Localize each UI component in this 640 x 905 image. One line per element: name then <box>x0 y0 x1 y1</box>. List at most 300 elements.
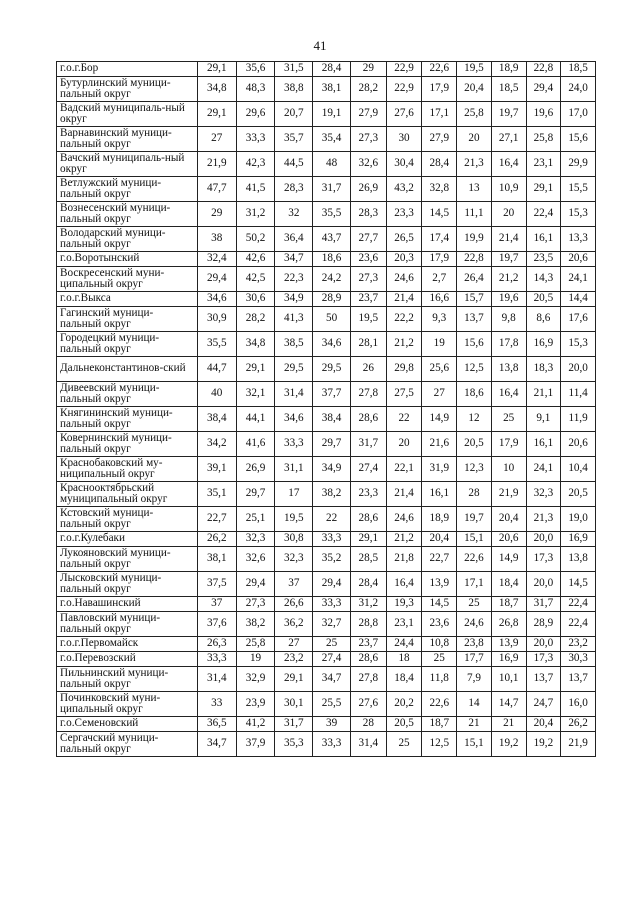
value-cell: 29,4 <box>526 77 561 102</box>
value-cell: 38,1 <box>197 547 236 572</box>
value-cell: 28,6 <box>350 652 386 667</box>
table-row <box>57 152 596 177</box>
value-cell: 20,4 <box>457 77 492 102</box>
value-cell: 21,4 <box>491 227 526 252</box>
table-row <box>57 457 596 482</box>
value-cell: 13,7 <box>457 307 492 332</box>
value-cell: 33,3 <box>313 597 351 612</box>
value-cell: 35,7 <box>275 127 313 152</box>
table-row <box>57 432 596 457</box>
table-row <box>57 77 596 102</box>
value-cell: 23,7 <box>350 637 386 652</box>
value-cell: 25 <box>457 597 492 612</box>
value-cell: 38,4 <box>197 407 236 432</box>
value-cell: 26,3 <box>197 637 236 652</box>
value-cell: 28,9 <box>313 292 351 307</box>
value-cell: 32,6 <box>236 547 275 572</box>
municipality-name: г.о.г.Кулебаки <box>57 532 198 547</box>
value-cell: 16,1 <box>422 482 457 507</box>
value-cell: 19 <box>422 332 457 357</box>
municipality-name: Лукояновский муници-пальный округ <box>57 547 198 572</box>
page-number: 41 <box>313 38 327 53</box>
value-cell: 27 <box>197 127 236 152</box>
value-cell: 34,9 <box>275 292 313 307</box>
value-cell: 50,2 <box>236 227 275 252</box>
value-cell: 22 <box>313 507 351 532</box>
value-cell: 38 <box>197 227 236 252</box>
value-cell: 29,5 <box>313 357 351 382</box>
value-cell: 29,1 <box>197 102 236 127</box>
value-cell: 17,9 <box>491 432 526 457</box>
value-cell: 20,5 <box>526 292 561 307</box>
municipality-name: Краснооктябрьский муниципальный округ <box>57 482 198 507</box>
municipality-name: Краснобаковский му-ниципальный округ <box>57 457 198 482</box>
value-cell: 18,3 <box>526 357 561 382</box>
value-cell: 24,4 <box>386 637 422 652</box>
value-cell: 25,6 <box>422 357 457 382</box>
value-cell: 29,7 <box>236 482 275 507</box>
value-cell: 21,2 <box>491 267 526 292</box>
value-cell: 23,2 <box>561 637 596 652</box>
value-cell: 23,1 <box>526 152 561 177</box>
value-cell: 44,7 <box>197 357 236 382</box>
value-cell: 22,1 <box>386 457 422 482</box>
value-cell: 20 <box>457 127 492 152</box>
value-cell: 20,4 <box>491 507 526 532</box>
value-cell: 20 <box>491 202 526 227</box>
table-row <box>57 612 596 637</box>
value-cell: 32,6 <box>350 152 386 177</box>
value-cell: 20,4 <box>526 717 561 732</box>
value-cell: 21,2 <box>386 532 422 547</box>
value-cell: 31,2 <box>236 202 275 227</box>
value-cell: 22,9 <box>386 62 422 77</box>
value-cell: 35,1 <box>197 482 236 507</box>
value-cell: 34,7 <box>197 732 236 757</box>
value-cell: 22,8 <box>457 252 492 267</box>
municipality-name: Городецкий муници-пальный округ <box>57 332 198 357</box>
value-cell: 2,7 <box>422 267 457 292</box>
value-cell: 37 <box>275 572 313 597</box>
value-cell: 17,7 <box>457 652 492 667</box>
table-row <box>57 547 596 572</box>
value-cell: 34,6 <box>313 332 351 357</box>
value-cell: 31,2 <box>350 597 386 612</box>
value-cell: 25,8 <box>236 637 275 652</box>
value-cell: 33,3 <box>275 432 313 457</box>
value-cell: 25 <box>313 637 351 652</box>
value-cell: 13,8 <box>561 547 596 572</box>
value-cell: 12,5 <box>457 357 492 382</box>
value-cell: 35,2 <box>313 547 351 572</box>
table-row <box>57 507 596 532</box>
value-cell: 27,6 <box>386 102 422 127</box>
value-cell: 18,9 <box>491 62 526 77</box>
value-cell: 31,7 <box>350 432 386 457</box>
value-cell: 20,0 <box>526 637 561 652</box>
value-cell: 21 <box>491 717 526 732</box>
value-cell: 26,2 <box>561 717 596 732</box>
value-cell: 42,5 <box>236 267 275 292</box>
value-cell: 20,0 <box>526 532 561 547</box>
value-cell: 15,1 <box>457 732 492 757</box>
value-cell: 30 <box>386 127 422 152</box>
value-cell: 38,5 <box>275 332 313 357</box>
value-cell: 32,1 <box>236 382 275 407</box>
value-cell: 23,3 <box>386 202 422 227</box>
value-cell: 28,2 <box>236 307 275 332</box>
table-row <box>57 177 596 202</box>
value-cell: 22,6 <box>457 547 492 572</box>
value-cell: 25,8 <box>526 127 561 152</box>
value-cell: 32,7 <box>313 612 351 637</box>
value-cell: 18,5 <box>561 62 596 77</box>
municipality-name: Починковский муни-ципальный округ <box>57 692 198 717</box>
table-row <box>57 637 596 652</box>
value-cell: 25,1 <box>236 507 275 532</box>
value-cell: 22,7 <box>422 547 457 572</box>
value-cell: 12,5 <box>422 732 457 757</box>
municipality-name: Вознесенский муници-пальный округ <box>57 202 198 227</box>
value-cell: 13,7 <box>526 667 561 692</box>
value-cell: 10,1 <box>491 667 526 692</box>
value-cell: 24,6 <box>386 267 422 292</box>
municipality-name: Воскресенский муни-ципальный округ <box>57 267 198 292</box>
value-cell: 27,5 <box>386 382 422 407</box>
value-cell: 44,1 <box>236 407 275 432</box>
value-cell: 14,5 <box>422 597 457 612</box>
value-cell: 25,8 <box>457 102 492 127</box>
value-cell: 30,1 <box>275 692 313 717</box>
table-row <box>57 332 596 357</box>
value-cell: 24,6 <box>457 612 492 637</box>
value-cell: 15,7 <box>457 292 492 307</box>
value-cell: 19,7 <box>491 252 526 267</box>
value-cell: 13,9 <box>422 572 457 597</box>
value-cell: 23,1 <box>386 612 422 637</box>
value-cell: 37,7 <box>313 382 351 407</box>
value-cell: 21 <box>457 717 492 732</box>
municipality-name: Павловский муници-пальный округ <box>57 612 198 637</box>
value-cell: 23,6 <box>350 252 386 267</box>
value-cell: 21,9 <box>491 482 526 507</box>
value-cell: 24,1 <box>561 267 596 292</box>
value-cell: 29,1 <box>236 357 275 382</box>
statistics-table <box>56 61 596 757</box>
value-cell: 19,7 <box>457 507 492 532</box>
value-cell: 19,6 <box>526 102 561 127</box>
value-cell: 20,5 <box>457 432 492 457</box>
value-cell: 27,4 <box>350 457 386 482</box>
value-cell: 24,2 <box>313 267 351 292</box>
municipality-name: Вачский муниципаль-ный округ <box>57 152 198 177</box>
value-cell: 28 <box>350 717 386 732</box>
value-cell: 25 <box>386 732 422 757</box>
table-row <box>57 62 596 77</box>
value-cell: 29,6 <box>236 102 275 127</box>
value-cell: 21,1 <box>526 382 561 407</box>
value-cell: 28,4 <box>313 62 351 77</box>
value-cell: 17,3 <box>526 547 561 572</box>
table-row <box>57 407 596 432</box>
table-row <box>57 652 596 667</box>
value-cell: 17 <box>275 482 313 507</box>
value-cell: 36,2 <box>275 612 313 637</box>
municipality-name: г.о.г.Первомайск <box>57 637 198 652</box>
municipality-name: Бутурлинский муници-пальный округ <box>57 77 198 102</box>
value-cell: 19,6 <box>491 292 526 307</box>
value-cell: 26,8 <box>491 612 526 637</box>
value-cell: 18,9 <box>422 507 457 532</box>
value-cell: 35,6 <box>236 62 275 77</box>
value-cell: 23,8 <box>457 637 492 652</box>
value-cell: 21,3 <box>526 507 561 532</box>
value-cell: 27,4 <box>313 652 351 667</box>
value-cell: 27,3 <box>350 127 386 152</box>
value-cell: 41,2 <box>236 717 275 732</box>
value-cell: 21,8 <box>386 547 422 572</box>
value-cell: 35,3 <box>275 732 313 757</box>
municipality-name: Дальнеконстантинов-ский <box>57 357 198 382</box>
value-cell: 31,4 <box>275 382 313 407</box>
municipality-name: г.о.Перевозский <box>57 652 198 667</box>
value-cell: 14,9 <box>491 547 526 572</box>
value-cell: 34,2 <box>197 432 236 457</box>
value-cell: 37 <box>197 597 236 612</box>
value-cell: 44,5 <box>275 152 313 177</box>
value-cell: 28,3 <box>275 177 313 202</box>
value-cell: 40 <box>197 382 236 407</box>
value-cell: 26,2 <box>197 532 236 547</box>
value-cell: 19 <box>236 652 275 667</box>
value-cell: 28,2 <box>350 77 386 102</box>
value-cell: 11,4 <box>561 382 596 407</box>
value-cell: 27,9 <box>422 127 457 152</box>
municipality-name: Вадский муниципаль-ный округ <box>57 102 198 127</box>
value-cell: 24,6 <box>386 507 422 532</box>
value-cell: 19,5 <box>275 507 313 532</box>
value-cell: 35,5 <box>197 332 236 357</box>
value-cell: 34,8 <box>236 332 275 357</box>
value-cell: 21,4 <box>386 292 422 307</box>
value-cell: 15,6 <box>561 127 596 152</box>
value-cell: 25 <box>491 407 526 432</box>
table-row <box>57 102 596 127</box>
value-cell: 27 <box>422 382 457 407</box>
municipality-name: Ветлужский муници-пальный округ <box>57 177 198 202</box>
value-cell: 41,3 <box>275 307 313 332</box>
value-cell: 47,7 <box>197 177 236 202</box>
value-cell: 26,9 <box>350 177 386 202</box>
value-cell: 20,7 <box>275 102 313 127</box>
value-cell: 17,0 <box>561 102 596 127</box>
value-cell: 23,9 <box>236 692 275 717</box>
value-cell: 34,8 <box>197 77 236 102</box>
value-cell: 33,3 <box>197 652 236 667</box>
value-cell: 43,7 <box>313 227 351 252</box>
value-cell: 17,6 <box>561 307 596 332</box>
value-cell: 19,2 <box>491 732 526 757</box>
value-cell: 13,3 <box>561 227 596 252</box>
value-cell: 29,1 <box>197 62 236 77</box>
municipality-name: г.о.Воротынский <box>57 252 198 267</box>
table-row <box>57 382 596 407</box>
value-cell: 16,0 <box>561 692 596 717</box>
value-cell: 27,3 <box>350 267 386 292</box>
value-cell: 24,1 <box>526 457 561 482</box>
value-cell: 31,5 <box>275 62 313 77</box>
value-cell: 42,3 <box>236 152 275 177</box>
value-cell: 22,3 <box>275 267 313 292</box>
value-cell: 11,8 <box>422 667 457 692</box>
value-cell: 31,7 <box>526 597 561 612</box>
value-cell: 29,4 <box>313 572 351 597</box>
value-cell: 22,4 <box>561 597 596 612</box>
value-cell: 36,5 <box>197 717 236 732</box>
value-cell: 32,3 <box>526 482 561 507</box>
value-cell: 23,3 <box>350 482 386 507</box>
value-cell: 22,8 <box>526 62 561 77</box>
value-cell: 15,3 <box>561 202 596 227</box>
value-cell: 30,6 <box>236 292 275 307</box>
value-cell: 10,4 <box>561 457 596 482</box>
municipality-name: Дивеевский муници-пальный округ <box>57 382 198 407</box>
value-cell: 28,3 <box>350 202 386 227</box>
value-cell: 17,1 <box>422 102 457 127</box>
value-cell: 32,3 <box>275 547 313 572</box>
value-cell: 27,9 <box>350 102 386 127</box>
value-cell: 19,2 <box>526 732 561 757</box>
municipality-name: Кстовский муници-пальный округ <box>57 507 198 532</box>
value-cell: 31,9 <box>422 457 457 482</box>
value-cell: 26,9 <box>236 457 275 482</box>
value-cell: 19,0 <box>561 507 596 532</box>
value-cell: 30,4 <box>386 152 422 177</box>
value-cell: 38,4 <box>313 407 351 432</box>
value-cell: 16,9 <box>561 532 596 547</box>
value-cell: 17,9 <box>422 77 457 102</box>
value-cell: 29,9 <box>561 152 596 177</box>
value-cell: 15,5 <box>561 177 596 202</box>
municipality-name: Лысковский муници-пальный округ <box>57 572 198 597</box>
value-cell: 19,9 <box>457 227 492 252</box>
municipality-name: Ковернинский муници-пальный округ <box>57 432 198 457</box>
value-cell: 11,9 <box>561 407 596 432</box>
value-cell: 27,8 <box>350 382 386 407</box>
value-cell: 20,5 <box>561 482 596 507</box>
value-cell: 34,6 <box>197 292 236 307</box>
value-cell: 41,5 <box>236 177 275 202</box>
value-cell: 10 <box>491 457 526 482</box>
value-cell: 34,7 <box>313 667 351 692</box>
value-cell: 29,4 <box>236 572 275 597</box>
value-cell: 22,4 <box>526 202 561 227</box>
municipality-name: Пильнинский муници-пальный округ <box>57 667 198 692</box>
value-cell: 29 <box>197 202 236 227</box>
table-row <box>57 482 596 507</box>
value-cell: 38,8 <box>275 77 313 102</box>
value-cell: 11,1 <box>457 202 492 227</box>
value-cell: 18,4 <box>386 667 422 692</box>
value-cell: 13,8 <box>491 357 526 382</box>
value-cell: 9,1 <box>526 407 561 432</box>
value-cell: 17,4 <box>422 227 457 252</box>
value-cell: 18,7 <box>491 597 526 612</box>
value-cell: 16,4 <box>491 152 526 177</box>
value-cell: 25,5 <box>313 692 351 717</box>
value-cell: 16,9 <box>491 652 526 667</box>
value-cell: 23,2 <box>275 652 313 667</box>
municipality-name: Гагинский муници-пальный округ <box>57 307 198 332</box>
value-cell: 7,9 <box>457 667 492 692</box>
table-row <box>57 717 596 732</box>
table-row <box>57 532 596 547</box>
value-cell: 23,6 <box>422 612 457 637</box>
value-cell: 16,1 <box>526 227 561 252</box>
value-cell: 21,4 <box>386 482 422 507</box>
table-row <box>57 357 596 382</box>
value-cell: 24,7 <box>526 692 561 717</box>
value-cell: 17,1 <box>457 572 492 597</box>
value-cell: 37,9 <box>236 732 275 757</box>
value-cell: 30,9 <box>197 307 236 332</box>
value-cell: 33,3 <box>313 532 351 547</box>
value-cell: 36,4 <box>275 227 313 252</box>
value-cell: 30,8 <box>275 532 313 547</box>
table-row <box>57 252 596 267</box>
table-row <box>57 597 596 612</box>
municipality-name: г.о.г.Бор <box>57 62 198 77</box>
value-cell: 31,4 <box>350 732 386 757</box>
value-cell: 16,1 <box>526 432 561 457</box>
value-cell: 8,6 <box>526 307 561 332</box>
value-cell: 20,5 <box>386 717 422 732</box>
value-cell: 14,7 <box>491 692 526 717</box>
value-cell: 28,6 <box>350 507 386 532</box>
value-cell: 18,4 <box>491 572 526 597</box>
value-cell: 20,6 <box>561 252 596 267</box>
value-cell: 50 <box>313 307 351 332</box>
value-cell: 13,7 <box>561 667 596 692</box>
value-cell: 48,3 <box>236 77 275 102</box>
municipality-name: г.о.г.Выкса <box>57 292 198 307</box>
value-cell: 15,6 <box>457 332 492 357</box>
value-cell: 23,5 <box>526 252 561 267</box>
value-cell: 29,7 <box>313 432 351 457</box>
value-cell: 20,6 <box>491 532 526 547</box>
value-cell: 14,3 <box>526 267 561 292</box>
value-cell: 9,8 <box>491 307 526 332</box>
value-cell: 28,4 <box>350 572 386 597</box>
value-cell: 26,6 <box>275 597 313 612</box>
value-cell: 27,6 <box>350 692 386 717</box>
value-cell: 23,7 <box>350 292 386 307</box>
value-cell: 24,0 <box>561 77 596 102</box>
value-cell: 39,1 <box>197 457 236 482</box>
value-cell: 17,3 <box>526 652 561 667</box>
value-cell: 28,8 <box>350 612 386 637</box>
value-cell: 28,4 <box>422 152 457 177</box>
value-cell: 16,6 <box>422 292 457 307</box>
value-cell: 27,3 <box>236 597 275 612</box>
value-cell: 22,6 <box>422 692 457 717</box>
value-cell: 18,6 <box>457 382 492 407</box>
value-cell: 19,7 <box>491 102 526 127</box>
value-cell: 22,2 <box>386 307 422 332</box>
value-cell: 32,3 <box>236 532 275 547</box>
value-cell: 19,1 <box>313 102 351 127</box>
value-cell: 48 <box>313 152 351 177</box>
